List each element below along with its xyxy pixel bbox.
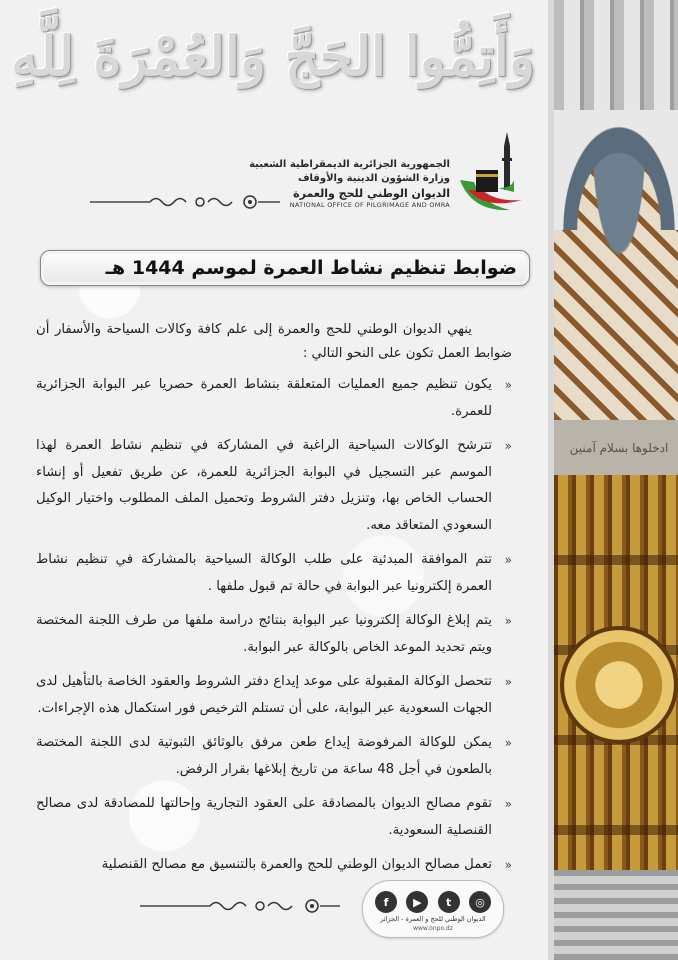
- facebook-icon[interactable]: f: [375, 891, 397, 913]
- list-item: [36, 669, 512, 722]
- bullet-icon: «: [504, 614, 512, 628]
- youtube-icon[interactable]: ▶: [406, 891, 428, 913]
- ministry-name: وزارة الشؤون الدينية والأوقاف: [297, 173, 450, 184]
- ornament-icon: [90, 194, 280, 210]
- footer-website[interactable]: www.onpo.dz: [413, 925, 453, 932]
- social-media-footer: [362, 880, 504, 938]
- list-item-text: يمكن للوكالة المرفوضة إيداع طعن مرفق بالوثائق الثبوتية لدى اللجنة المختصة بالطعون في أجل 48 ساعة من تاريخ إبلاغها بقرار الرفض.: [36, 735, 492, 777]
- list-item: [36, 372, 512, 425]
- list-item-text: تعمل مصالح الديوان الوطني للحج والعمرة بالتنسيق مع مصالح القنصلية: [101, 857, 492, 872]
- intro-paragraph: ينهي الديوان الوطني للحج والعمرة إلى علم كافة وكالات السياحة والأسفار أن ضوابط العمل تكون على النحو التالي :: [36, 322, 512, 361]
- calligraphy-plaque: ادخلوها بسلام آمنين: [554, 420, 678, 475]
- ornament-icon: [140, 898, 340, 914]
- stone-band: [554, 0, 678, 110]
- list-item: [36, 791, 512, 844]
- announcement-body: [36, 318, 512, 887]
- list-item-text: تتم الموافقة المبدئية على طلب الوكالة السياحية بالمشاركة في تنظيم نشاط العمرة إلكترونيا عبر البوابة في حالة تم قبول ملفها .: [36, 552, 492, 594]
- header-calligraphy: وَأَتِمُّوا الحَجَّ وَالعُمْرَةَ لِلَّهِ: [11, 24, 535, 88]
- bullet-icon: «: [504, 439, 512, 453]
- bullet-icon: «: [504, 858, 512, 872]
- list-item-text: يتم إبلاغ الوكالة إلكترونيا عبر البوابة بنتائج دراسة ملفها من طرف اللجنة المختصة ويتم تحديد الموعد الخاص بالوكالة عبر البوابة.: [36, 613, 492, 655]
- bottom-ornament-divider: [140, 898, 340, 914]
- golden-medallion: [564, 630, 674, 740]
- list-item-text: تترشح الوكالات السياحية الراغبة في المشاركة في تنظيم نشاط العمرة لهذا الموسم عبر التسجيل في البوابة الجزائرية للعمرة، عن طريق تفعيل أو إنشاء الحساب الخاص بها، وتنزيل دفتر الشروط وتحميل الملف المطلوب واختيار الوكيل السعودي المتعاقد معه.: [36, 438, 492, 533]
- top-ornament-divider: [90, 194, 280, 210]
- side-photo-column: [548, 0, 678, 960]
- bullet-icon: «: [504, 553, 512, 567]
- twitter-icon[interactable]: t: [438, 891, 460, 913]
- door-base: [554, 870, 678, 960]
- list-item: [36, 547, 512, 600]
- bullet-icon: «: [504, 736, 512, 750]
- list-item-text: تتحصل الوكالة المقبولة على موعد إيداع دفتر الشروط والعقود الخاصة بالتأهيل لدى الجهات السعودية عبر البوابة، على أن تستلم الترخيص فور استكمال هذه الإجراءات.: [36, 674, 492, 716]
- bullet-icon: «: [504, 675, 512, 689]
- office-name-english: NATIONAL OFFICE OF PILGRIMAGE AND OMRA: [289, 201, 450, 209]
- kaaba-minaret-emblem-icon: [452, 130, 532, 218]
- office-name-arabic: الديوان الوطني للحج والعمرة: [293, 187, 450, 200]
- footer-caption: الديوان الوطني للحج و العمرة - الجزائر: [380, 915, 486, 923]
- instagram-icon[interactable]: ◎: [469, 891, 491, 913]
- list-item-text: تقوم مصالح الديوان بالمصادقة على العقود التجارية وإحالتها للمصادقة لدى مصالح القنصلية السعودية.: [36, 796, 492, 838]
- list-item: [36, 608, 512, 661]
- list-item: [36, 730, 512, 783]
- bullet-icon: «: [504, 378, 512, 392]
- title-banner: [40, 250, 530, 286]
- rules-list: [36, 372, 512, 879]
- list-item: [36, 852, 512, 879]
- list-item-text: يكون تنظيم جميع العمليات المتعلقة بنشاط العمرة حصريا عبر البوابة الجزائرية للعمرة.: [36, 377, 492, 419]
- list-item: [36, 433, 512, 539]
- arch-top: [554, 110, 678, 230]
- page-title: ضوابط تنظيم نشاط العمرة لموسم 1444 هـ: [105, 257, 517, 279]
- office-logo-block: [249, 130, 540, 220]
- social-icons-row: [375, 891, 491, 913]
- republic-name: الجمهورية الجزائرية الديمقراطية الشعبية: [249, 159, 450, 170]
- bullet-icon: «: [504, 797, 512, 811]
